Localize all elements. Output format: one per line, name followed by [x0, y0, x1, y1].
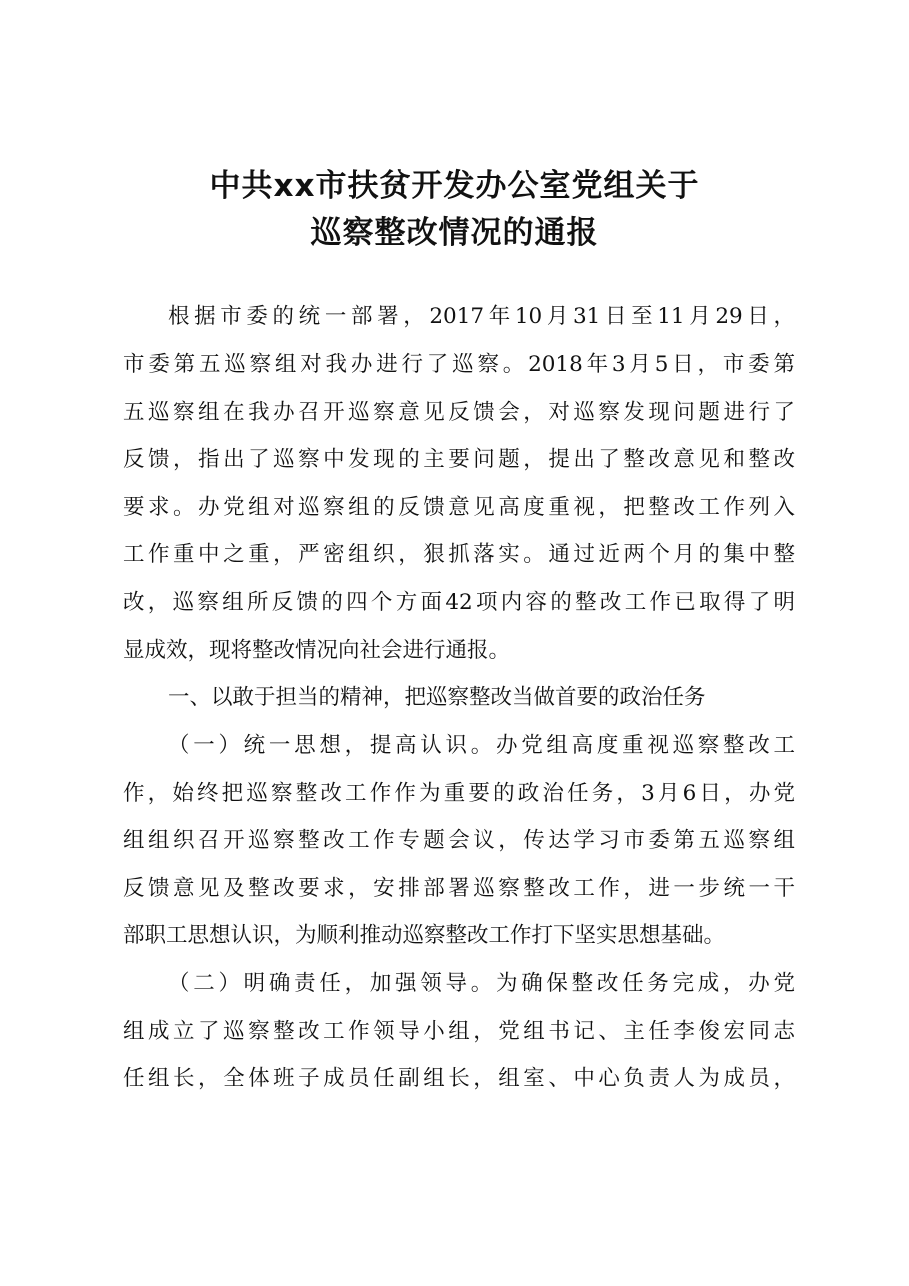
- paragraph-1-line-4: 反馈，指出了巡察中发现的主要问题，提出了整改意见和整改: [123, 447, 795, 472]
- paragraph-3-line-1: （二）明确责任，加强领导。为确保整改任务完成，办党: [168, 971, 795, 996]
- paragraph-3-line-2: 组成立了巡察整改工作领导小组，党组书记、主任李俊宏同志: [123, 1019, 795, 1044]
- paragraph-1-line-1: 根据市委的统一部署，2017年10月31日至11月29日，: [168, 304, 795, 329]
- paragraph-1-line-3: 五巡察组在我办召开巡察意见反馈会，对巡察发现问题进行了: [123, 400, 795, 425]
- paragraph-1-line-5: 要求。办党组对巡察组的反馈意见高度重视，把整改工作列入: [123, 495, 795, 520]
- paragraph-3-line-3: 任组长，全体班子成员任副组长，组室、中心负责人为成员，: [123, 1066, 795, 1091]
- paragraph-2-line-1: （一）统一思想，提高认识。办党组高度重视巡察整改工: [168, 733, 795, 758]
- paragraph-2-line-5: 部职工思想认识，为顺利推动巡察整改工作打下坚实思想基础。: [123, 923, 726, 948]
- paragraph-2-line-4: 反馈意见及整改要求，安排部署巡察整改工作，进一步统一干: [123, 876, 795, 901]
- paragraph-1-line-6: 工作重中之重，严密组织，狠抓落实。通过近两个月的集中整: [123, 542, 795, 567]
- paragraph-2-line-3: 组组织召开巡察整改工作专题会议，传达学习市委第五巡察组: [123, 828, 795, 853]
- document-title-line-2: 巡察整改情况的通报: [310, 215, 599, 251]
- document-title-line-1: 中共xx市扶贫开发办公室党组关于: [209, 168, 700, 204]
- paragraph-1-line-2: 市委第五巡察组对我办进行了巡察。2018年3月5日，市委第: [123, 352, 795, 377]
- paragraph-1-line-8: 显成效，现将整改情况向社会进行通报。: [123, 638, 511, 663]
- paragraph-1-line-7: 改，巡察组所反馈的四个方面42项内容的整改工作已取得了明: [123, 590, 795, 615]
- paragraph-2-line-2: 作，始终把巡察整改工作作为重要的政治任务，3月6日，办党: [123, 781, 795, 806]
- section-heading-1: 一、以敢于担当的精神，把巡察整改当做首要的政治任务: [168, 685, 706, 710]
